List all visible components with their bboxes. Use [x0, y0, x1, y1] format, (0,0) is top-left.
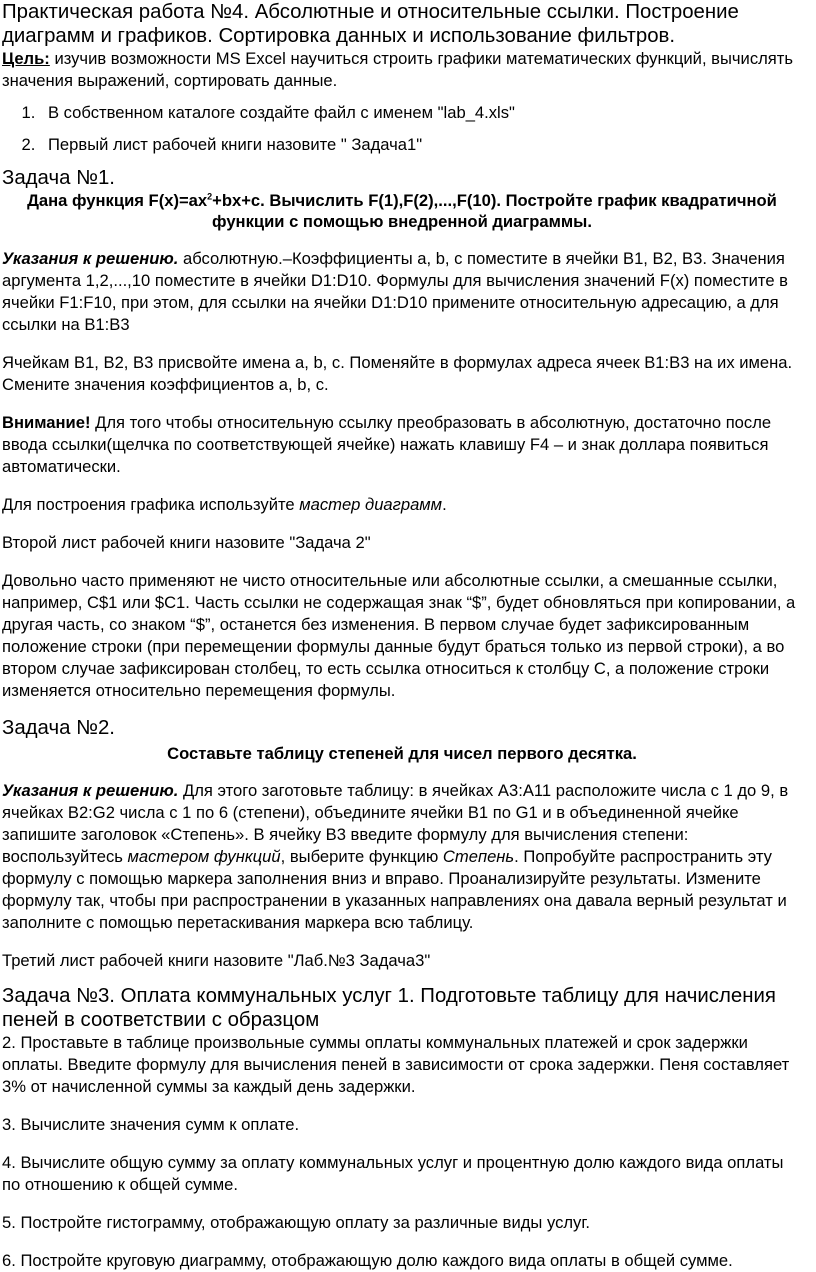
task1-statement-part: +bx+c. Вычислить F(1),F(2),...,F(10). Постройте график квадратичной функции с помощью внедренной диаграммы.: [212, 191, 777, 231]
steps-list: [2, 102, 802, 156]
sheet3-instruction: Третий лист рабочей книги назовите "Лаб.№3 Задача3": [2, 951, 431, 970]
task2-hint: [2, 780, 802, 934]
task1-statement: [2, 190, 802, 232]
task1-names: Ячейкам В1, В2, В3 присвойте имена a, b, c. Поменяйте в формулах адреса ячеек В1:В3 на их имена. Смените значения коэффициентов a, b, c.: [2, 353, 793, 394]
mixed-refs-paragraph: Довольно часто применяют не чисто относительные или абсолютные ссылки, а смешанные ссылки, например, C$1 или $C1. Часть ссылки не содержащая знак “$”, будет обновляться при копировании, а другая часть, со знаком “$”, останется без изменения. В первом случае будет зафиксированным положение строки (при перемещении формулы данные будут браться только из первой строки), а во втором случае зафиксирован столбец, то есть ссылка относиться к столбцу С, а положение строки изменяется относительно перемещения формулы.: [2, 571, 796, 700]
task1-attention: [2, 412, 802, 478]
attention-label: Внимание!: [2, 413, 91, 432]
goal-label: Цель:: [2, 49, 50, 68]
chart-hint-part: .: [442, 495, 447, 514]
task3-item-2: 2. Проставьте в таблице произвольные суммы оплаты коммунальных платежей и срок задержки оплаты. Введите формулу для вычисления пеней в зависимости от срока задержки. Пеня составляет 3% от начисленной суммы за каждый день задержки.: [2, 1033, 790, 1096]
task2-hint-part: Для этого заготовьте таблицу: в ячейках А3:А11 расположите числа с 1 до 9, в ячейках В2:G2 числа с 1 по 6 (степени), объедините ячейки В1 по G1 и в объединенной ячейке запишите заголовок «Степень». В ячейку В3 введите формулу для вычисления степени: воспользуйтесь: [2, 781, 789, 866]
task2-hint-label: Указания к решению.: [2, 781, 179, 800]
goal-paragraph: [2, 48, 802, 92]
task3-heading: Задача №3. Оплата коммунальных услуг 1. Подготовьте таблицу для начисления пеней в соответствии с образцом: [2, 985, 776, 1031]
list-item: 2. Первый лист рабочей книги назовите " Задача1": [40, 134, 802, 156]
sheet2-instruction: Второй лист рабочей книги назовите "Задача 2": [2, 533, 371, 552]
task1-heading: Задача №1.: [2, 167, 115, 189]
task1-statement-part: Дана функция F(x)=ax: [27, 191, 208, 210]
goal-text: изучив возможности MS Excel научиться строить графики математических функций, вычислять значения выражений, сортировать данные.: [2, 49, 794, 90]
attention-text: Для того чтобы относительную ссылку преобразовать в абсолютную, достаточно после ввода ссылки(щелчка по соответствующей ячейке) нажать клавишу F4 – и знак доллара появиться автоматически.: [2, 413, 772, 476]
task2-hint-part: . Попробуйте распространить эту формулу с помощью маркера заполнения вниз и вправо. Проанализируйте результаты. Измените формулу так, чтобы при распространении в указанных направлениях она давала верный результат и заполните с помощью перетаскивания маркера всю таблицу.: [2, 847, 787, 932]
chart-hint-italic: мастер диаграмм: [299, 495, 443, 514]
chart-hint-part: Для построения графика используйте: [2, 495, 300, 514]
task1-statement-sup: 2: [207, 191, 213, 202]
task2-hint-italic: мастером функций: [127, 847, 281, 866]
task1-hint-text: абсолютную.–Коэффициенты a, b, с поместите в ячейки В1, В2, В3. Значения аргумента 1,2,...,10 поместите в ячейки D1:D10. Формулы для вычисления значений F(x) поместите в ячейки F1:F10, при этом, для ссылки на ячейки D1:D10 примените относительную адресацию, а для ссылки на В1:В3: [2, 249, 788, 334]
task3-item-5: 5. Постройте гистограмму, отображающую оплату за различные виды услуг.: [2, 1213, 590, 1232]
task2-hint-italic: Степень: [442, 847, 515, 866]
task1-hint-label: Указания к решению.: [2, 249, 179, 268]
task2-statement: Составьте таблицу степеней для чисел первого десятка.: [167, 744, 637, 763]
task3-item-6: 6. Постройте круговую диаграмму, отображающую долю каждого вида оплаты в общей сумме.: [2, 1251, 733, 1270]
task3-item-3: 3. Вычислите значения сумм к оплате.: [2, 1115, 300, 1134]
task2-heading: Задача №2.: [2, 717, 115, 739]
task1-chart-hint: [2, 494, 802, 516]
task3-item-4: 4. Вычислите общую сумму за оплату коммунальных услуг и процентную долю каждого вида оплаты по отношению к общей сумме.: [2, 1153, 784, 1194]
document-title: Практическая работа №4. Абсолютные и относительные ссылки. Построение диаграмм и графиков. Сортировка данных и использование фильтров.: [2, 1, 739, 47]
task1-hint: [2, 248, 802, 336]
task2-hint-part: , выберите функцию: [280, 847, 443, 866]
list-item: 1. В собственном каталоге создайте файл с именем "lab_4.xls": [40, 102, 802, 124]
